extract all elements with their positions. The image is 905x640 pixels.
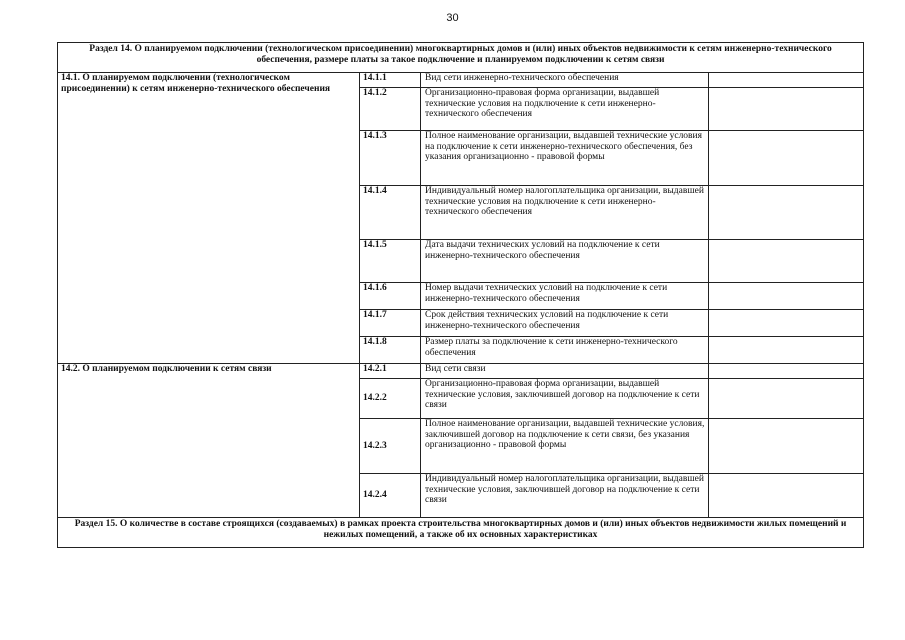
page-number: 30 <box>446 12 459 24</box>
row-description: Полное наименование организации, выдавшей технические условия, заключившей договор на подключение к сети связи, без указания организационно - правовой формы <box>421 419 709 474</box>
row-code: 14.1.7 <box>360 310 421 337</box>
row-description: Полное наименование организации, выдавшей технические условия на подключение к сети инженерно-технического обеспечения, без указания организационно - правовой формы <box>421 131 709 186</box>
disclosure-form-table <box>57 42 864 548</box>
value-cell[interactable] <box>709 379 864 419</box>
value-cell[interactable] <box>709 474 864 518</box>
row-description: Срок действия технических условий на подключение к сети инженерно-технического обеспечения <box>421 310 709 337</box>
row-description: Вид сети инженерно-технического обеспечения <box>421 73 709 88</box>
row-code: 14.1.1 <box>360 73 421 88</box>
row-description: Дата выдачи технических условий на подключение к сети инженерно-технического обеспечения <box>421 240 709 283</box>
value-cell[interactable] <box>709 186 864 240</box>
row-description: Номер выдачи технических условий на подключение к сети инженерно-технического обеспечения <box>421 283 709 310</box>
row-description: Индивидуальный номер налогоплательщика организации, выдавшей технические условия, заключившей договор на подключение к сети связи <box>421 474 709 518</box>
row-code: 14.2.2 <box>360 379 421 419</box>
value-cell[interactable] <box>709 240 864 283</box>
row-code: 14.1.2 <box>360 88 421 131</box>
row-code: 14.1.8 <box>360 337 421 364</box>
table-row <box>58 364 864 379</box>
subsection-14-1-title: 14.1. О планируемом подключении (технологическом присоединении) к сетям инженерно-технического обеспечения <box>58 73 360 364</box>
row-description: Вид сети связи <box>421 364 709 379</box>
table-row <box>58 73 864 88</box>
value-cell[interactable] <box>709 364 864 379</box>
section-15-header-row <box>58 518 864 548</box>
section-14-title: Раздел 14. О планируемом подключении (технологическом присоединении) многоквартирных домов и (или) иных объектов недвижимости к сетям инженерно-технического обеспечения, размере платы за такое подключение и планируемом подключении к сетям связи <box>58 43 864 73</box>
value-cell[interactable] <box>709 283 864 310</box>
row-description: Индивидуальный номер налогоплательщика организации, выдавшей технические условия на подключение к сети инженерно-технического обеспечения <box>421 186 709 240</box>
value-cell[interactable] <box>709 419 864 474</box>
row-description: Размер платы за подключение к сети инженерно-технического обеспечения <box>421 337 709 364</box>
row-code: 14.2.3 <box>360 419 421 474</box>
row-code: 14.1.4 <box>360 186 421 240</box>
section-15-title: Раздел 15. О количестве в составе строящихся (создаваемых) в рамках проекта строительства многоквартирных домов и (или) иных объектов недвижимости жилых помещений и нежилых помещений, а также об их основных характеристиках <box>58 518 864 548</box>
value-cell[interactable] <box>709 337 864 364</box>
row-code: 14.2.4 <box>360 474 421 518</box>
subsection-14-2-title: 14.2. О планируемом подключении к сетям связи <box>58 364 360 518</box>
row-code: 14.1.6 <box>360 283 421 310</box>
value-cell[interactable] <box>709 131 864 186</box>
row-code: 14.1.3 <box>360 131 421 186</box>
row-description: Организационно-правовая форма организации, выдавшей технические условия на подключение к сети инженерно-технического обеспечения <box>421 88 709 131</box>
row-code: 14.1.5 <box>360 240 421 283</box>
value-cell[interactable] <box>709 88 864 131</box>
value-cell[interactable] <box>709 73 864 88</box>
row-code: 14.2.1 <box>360 364 421 379</box>
section-14-header-row <box>58 43 864 73</box>
value-cell[interactable] <box>709 310 864 337</box>
row-description: Организационно-правовая форма организации, выдавшей технические условия, заключившей договор на подключение к сети связи <box>421 379 709 419</box>
